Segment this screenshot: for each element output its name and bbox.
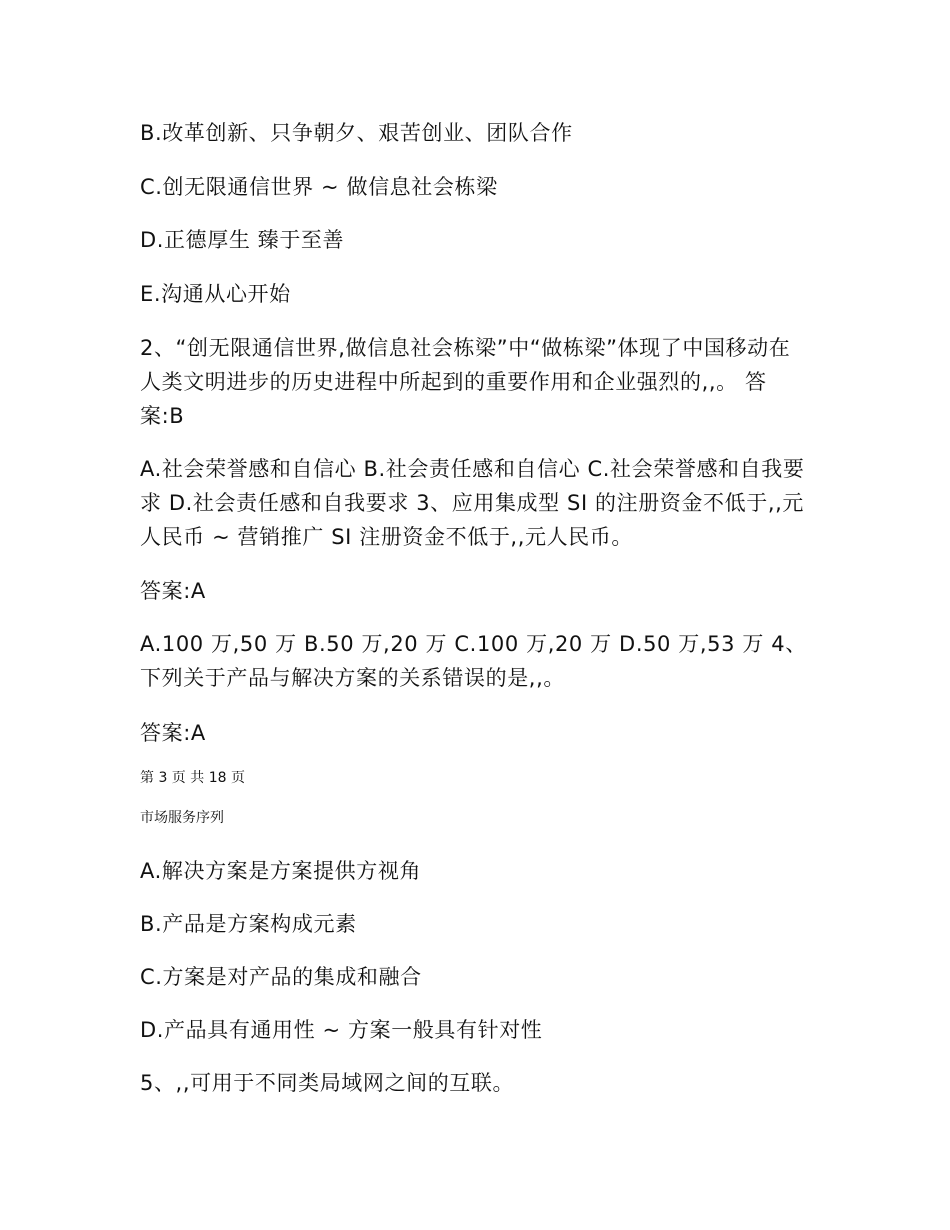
option-b-product: B.产品是方案构成元素 [140, 912, 357, 936]
option-c-integration: C.方案是对产品的集成和融合 [140, 965, 422, 989]
answer-3: 答案:A [140, 579, 206, 603]
option-c-values: C.创无限通信世界 ~ 做信息社会栋梁 [140, 175, 498, 199]
question-2-options-and-question-3: A.社会荣誉感和自信心 B.社会责任感和自信心 C.社会荣誉感和自我要求 D.社会责任感和自我要求 3、应用集成型 SI 的注册资金不低于,,元人民币 ~ 营销推广 SI 注册资金不低于,,元人民币。 [140, 457, 805, 549]
section-header: 市场服务序列 [140, 810, 224, 826]
page-number: 第 3 页 共 18 页 [140, 770, 245, 786]
option-a-solution: A.解决方案是方案提供方视角 [140, 859, 422, 883]
option-e-values: E.沟通从心开始 [140, 282, 291, 306]
question-2: 2、“创无限通信世界,做信息社会栋梁”中“做栋梁”体现了中国移动在人类文明进步的历史进程中所起到的重要作用和企业强烈的,,。 答案:B [140, 336, 791, 428]
option-d-generality: D.产品具有通用性 ~ 方案一般具有针对性 [140, 1018, 543, 1042]
answer-4: 答案:A [140, 721, 206, 745]
option-d-values: D.正德厚生 臻于至善 [140, 228, 345, 252]
question-5: 5、,,可用于不同类局域网之间的互联。 [140, 1071, 515, 1095]
option-b-values: B.改革创新、只争朝夕、艰苦创业、团队合作 [140, 121, 573, 145]
question-3-options-and-question-4: A.100 万,50 万 B.50 万,20 万 C.100 万,20 万 D.50 万,53 万 4、下列关于产品与解决方案的关系错误的是,,。 [140, 632, 807, 690]
